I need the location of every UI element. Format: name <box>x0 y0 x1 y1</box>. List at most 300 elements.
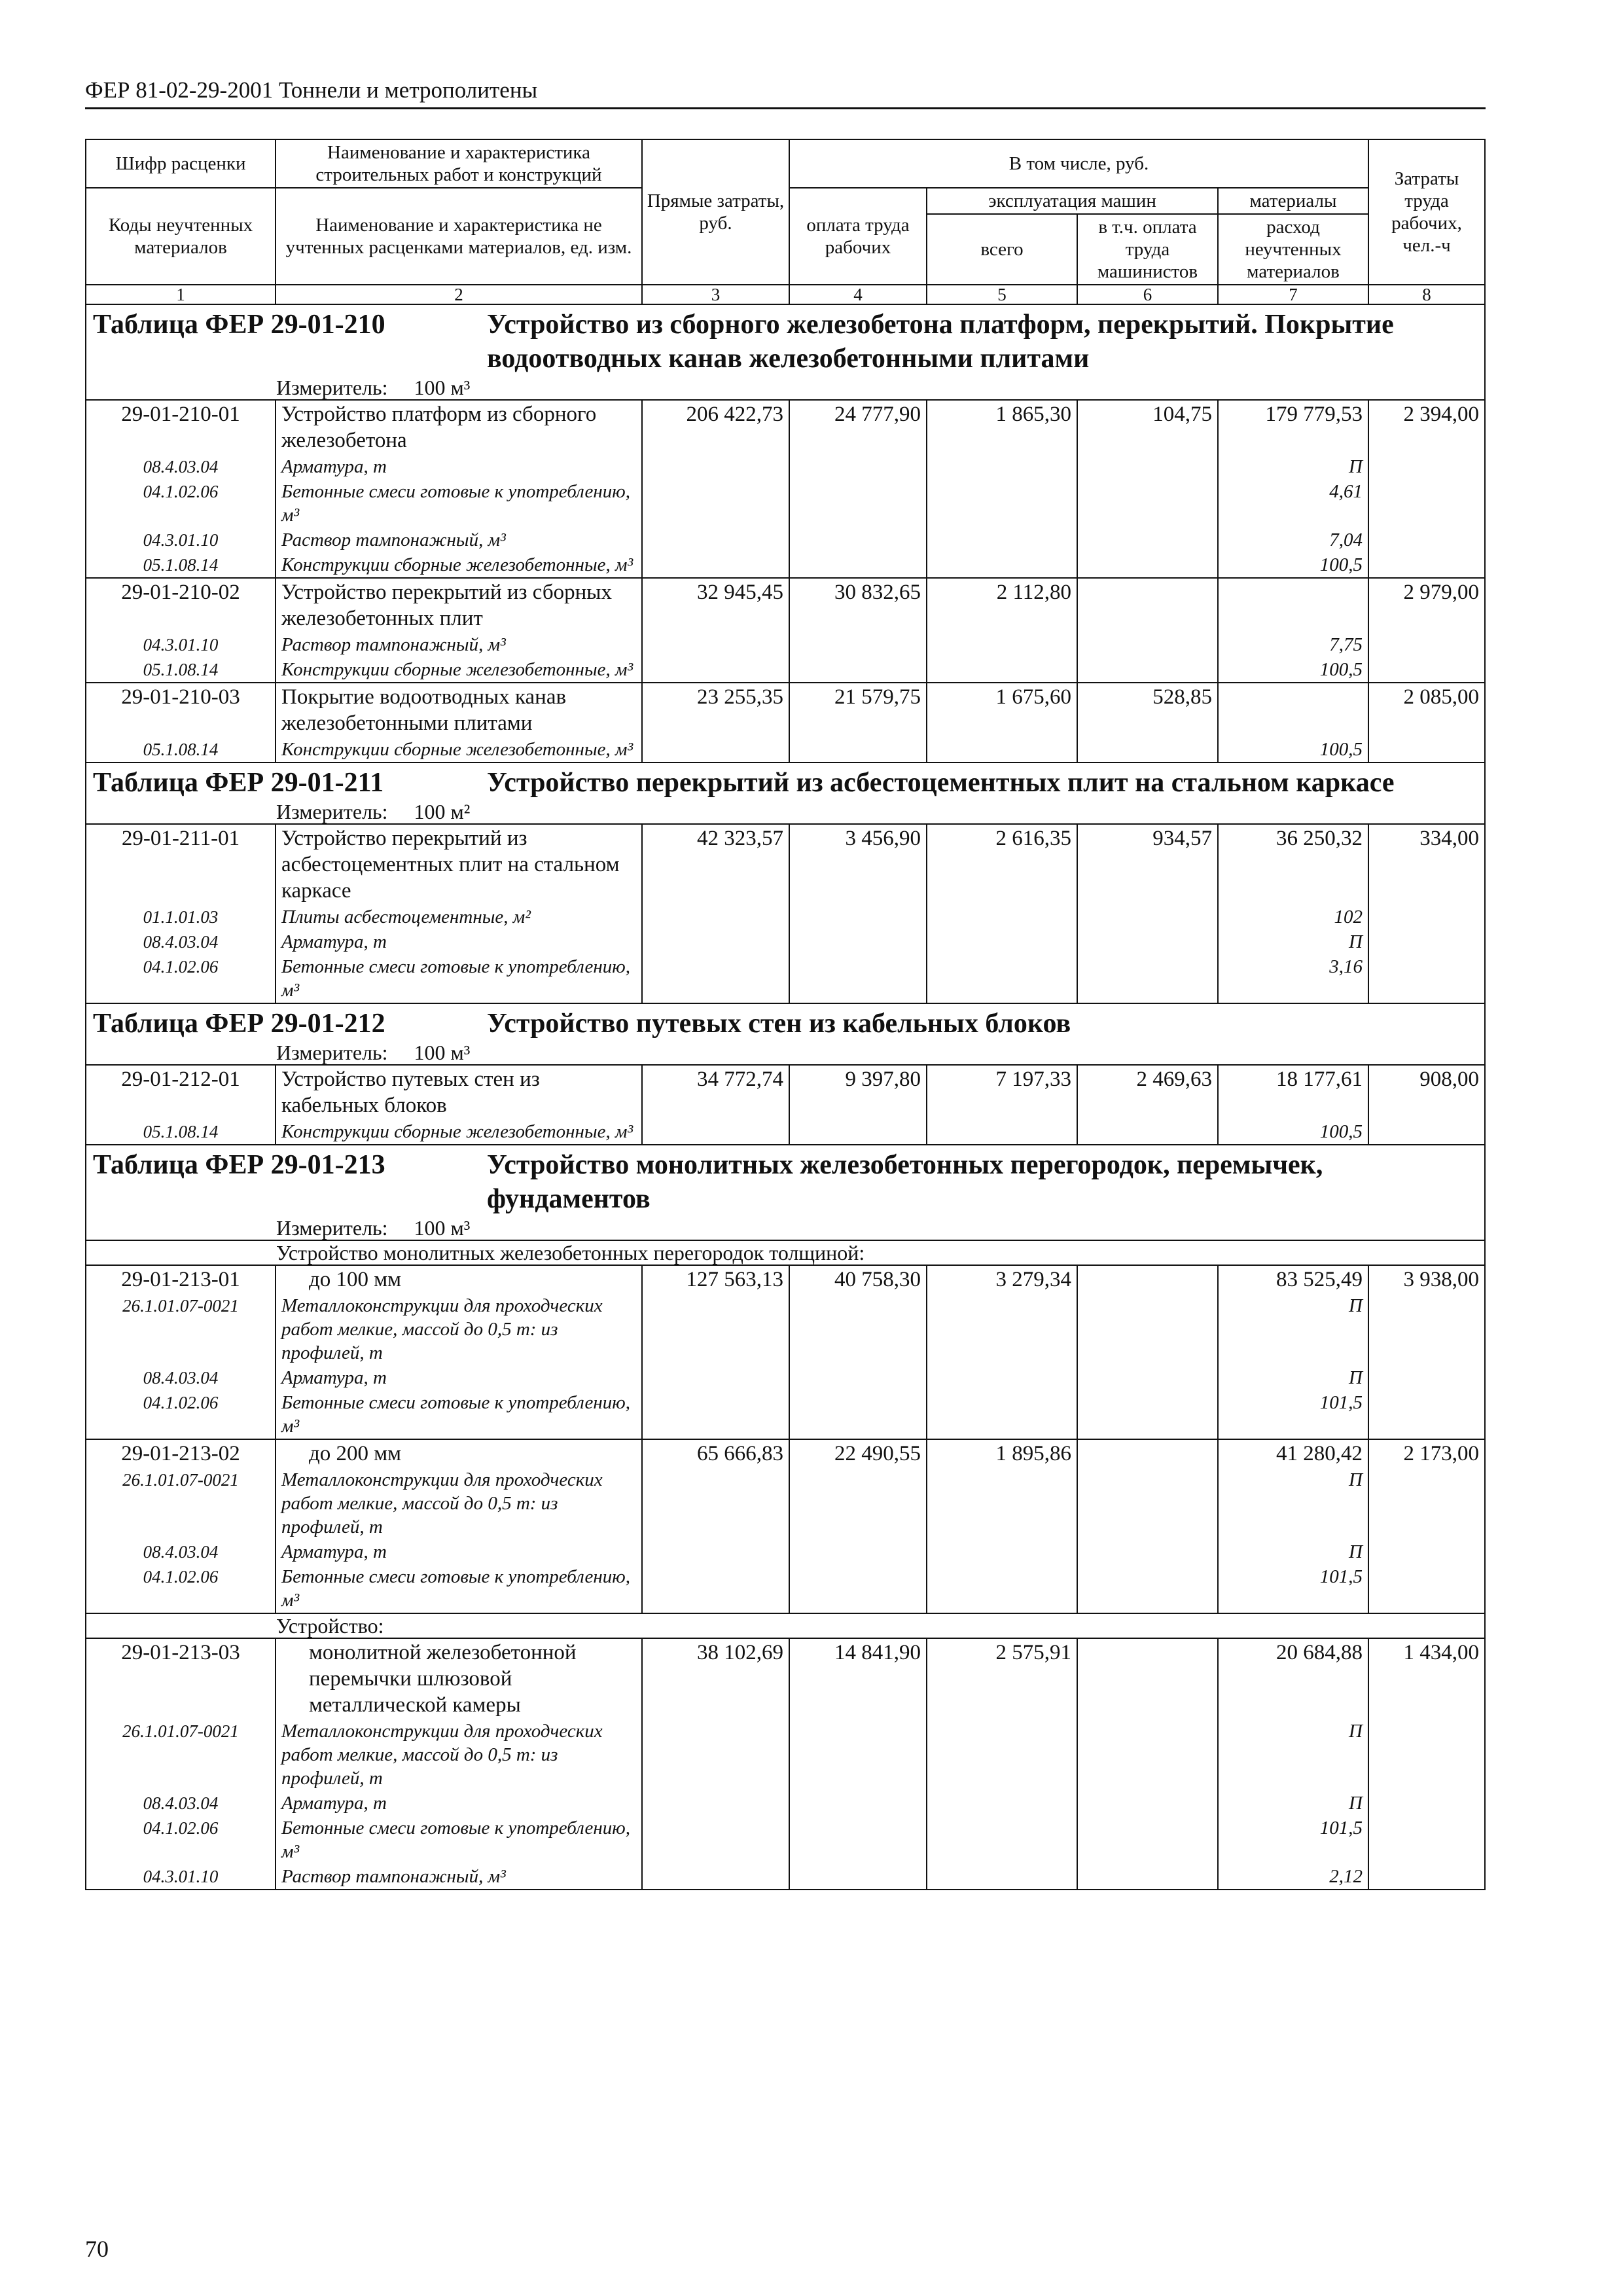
rate-code: 29-01-210-02 <box>86 578 276 632</box>
rate-row <box>86 1065 1485 1119</box>
empty-cell <box>927 1119 1077 1145</box>
rate-labor: 2 085,00 <box>1368 683 1485 737</box>
empty-cell <box>927 1539 1077 1564</box>
empty-cell <box>1368 1119 1485 1145</box>
empty-cell <box>927 1816 1077 1864</box>
empty-cell <box>642 1864 789 1890</box>
empty-cell <box>927 1390 1077 1439</box>
material-code: 05.1.08.14 <box>86 1119 276 1145</box>
meter-label: Измеритель: <box>276 1216 388 1240</box>
empty-cell <box>1368 1390 1485 1439</box>
empty-cell <box>642 479 789 528</box>
table-meter <box>86 1216 1485 1240</box>
rate-direct: 38 102,69 <box>642 1638 789 1719</box>
rate-machines-wages: 528,85 <box>1077 683 1218 737</box>
empty-cell <box>1368 552 1485 578</box>
empty-cell <box>1368 737 1485 762</box>
table-title-label: Таблица ФЕР 29-01-213 <box>93 1150 385 1180</box>
rate-materials: 83 525,49 <box>1218 1265 1368 1293</box>
material-row <box>86 479 1485 528</box>
rate-code: 29-01-212-01 <box>86 1065 276 1119</box>
empty-cell <box>789 1791 927 1816</box>
empty-cell <box>927 954 1077 1003</box>
empty-cell <box>927 929 1077 954</box>
empty-cell <box>927 1719 1077 1791</box>
col-materials-header: материалы <box>1218 188 1368 214</box>
material-row <box>86 632 1485 657</box>
material-code: 04.3.01.10 <box>86 1864 276 1890</box>
empty-cell <box>1368 1293 1485 1365</box>
material-code: 08.4.03.04 <box>86 1791 276 1816</box>
table-title-text: Устройство перекрытий из асбестоцементных плит на стальном каркасе <box>487 768 1395 798</box>
material-code: 05.1.08.14 <box>86 552 276 578</box>
rate-materials <box>1218 578 1368 632</box>
empty-cell <box>1077 1539 1218 1564</box>
material-row <box>86 1539 1485 1564</box>
empty-cell <box>1077 1467 1218 1539</box>
material-name: Конструкции сборные железобетонные, м³ <box>276 737 642 762</box>
material-code: 04.1.02.06 <box>86 954 276 1003</box>
material-qty: П <box>1218 1719 1368 1791</box>
empty-cell <box>789 1467 927 1539</box>
rate-direct: 127 563,13 <box>642 1265 789 1293</box>
empty-cell <box>927 737 1077 762</box>
empty-cell <box>1368 929 1485 954</box>
rate-name: монолитной железобетонной перемычки шлюзовой металлической камеры <box>276 1638 642 1719</box>
rate-wages: 3 456,90 <box>789 824 927 905</box>
empty-cell <box>1368 1864 1485 1890</box>
empty-cell <box>789 528 927 552</box>
empty-cell <box>789 905 927 929</box>
empty-cell <box>927 1365 1077 1390</box>
rate-labor: 2 394,00 <box>1368 400 1485 454</box>
col-number: 8 <box>1368 285 1485 304</box>
material-name: Конструкции сборные железобетонные, м³ <box>276 1119 642 1145</box>
empty-cell <box>642 929 789 954</box>
rate-direct: 206 422,73 <box>642 400 789 454</box>
col-number: 3 <box>642 285 789 304</box>
col-number: 5 <box>927 285 1077 304</box>
empty-cell <box>642 1119 789 1145</box>
meter-row <box>86 376 1485 400</box>
rate-machines-total: 1 895,86 <box>927 1439 1077 1467</box>
material-code: 01.1.01.03 <box>86 905 276 929</box>
empty-cell <box>642 1390 789 1439</box>
empty-cell <box>789 1816 927 1864</box>
empty-cell <box>927 1791 1077 1816</box>
rate-row <box>86 683 1485 737</box>
table-title <box>86 304 1485 376</box>
rate-machines-wages <box>1077 578 1218 632</box>
empty-cell <box>642 1564 789 1613</box>
rate-direct: 34 772,74 <box>642 1065 789 1119</box>
col-machines-total-header: всего <box>927 214 1077 285</box>
material-qty: 4,61 <box>1218 479 1368 528</box>
empty-cell <box>1077 528 1218 552</box>
rate-row <box>86 400 1485 454</box>
group-row <box>86 1240 1485 1265</box>
empty-cell <box>927 1864 1077 1890</box>
material-qty: П <box>1218 454 1368 479</box>
col-code-header: Шифр расценки <box>86 139 276 188</box>
empty-cell <box>1077 737 1218 762</box>
material-qty: 101,5 <box>1218 1390 1368 1439</box>
table-title-label: Таблица ФЕР 29-01-212 <box>93 1009 385 1039</box>
empty-cell <box>642 954 789 1003</box>
rate-code: 29-01-213-03 <box>86 1638 276 1719</box>
table-title-label: Таблица ФЕР 29-01-211 <box>93 768 384 798</box>
rate-name: Устройство платформ из сборного железобетона <box>276 400 642 454</box>
rate-labor: 1 434,00 <box>1368 1638 1485 1719</box>
meter-value: 100 м² <box>414 800 471 823</box>
material-qty: 100,5 <box>1218 657 1368 683</box>
empty-cell <box>1368 479 1485 528</box>
rate-machines-total: 2 616,35 <box>927 824 1077 905</box>
col-number: 6 <box>1077 285 1218 304</box>
material-name: Бетонные смеси готовые к употреблению, м³ <box>276 479 642 528</box>
table-title-text: Устройство путевых стен из кабельных блоков <box>487 1009 1071 1039</box>
rate-wages: 40 758,30 <box>789 1265 927 1293</box>
empty-cell <box>1077 1719 1218 1791</box>
rate-row <box>86 1265 1485 1293</box>
empty-cell <box>1368 1719 1485 1791</box>
material-name: Плиты асбестоцементные, м² <box>276 905 642 929</box>
empty-cell <box>789 737 927 762</box>
table-body <box>86 304 1485 1890</box>
rate-code: 29-01-210-03 <box>86 683 276 737</box>
table-header <box>86 139 1485 304</box>
group-row <box>86 1613 1485 1638</box>
material-code: 04.1.02.06 <box>86 1816 276 1864</box>
rate-labor: 3 938,00 <box>1368 1265 1485 1293</box>
material-code: 04.1.02.06 <box>86 1564 276 1613</box>
rate-machines-wages: 2 469,63 <box>1077 1065 1218 1119</box>
material-code: 08.4.03.04 <box>86 454 276 479</box>
meter-row <box>86 800 1485 824</box>
empty-cell <box>789 657 927 683</box>
empty-cell <box>642 632 789 657</box>
empty-cell <box>1368 632 1485 657</box>
page-header: ФЕР 81-02-29-2001 Тоннели и метрополитены <box>85 77 1486 109</box>
material-code: 26.1.01.07-0021 <box>86 1293 276 1365</box>
rate-wages: 21 579,75 <box>789 683 927 737</box>
material-row <box>86 528 1485 552</box>
empty-cell <box>927 1564 1077 1613</box>
material-code: 04.1.02.06 <box>86 1390 276 1439</box>
col-name-header: Наименование и характеристика строительных работ и конструкций <box>276 139 642 188</box>
empty-cell <box>789 479 927 528</box>
empty-cell <box>642 1365 789 1390</box>
group-caption: Устройство: <box>86 1613 1485 1638</box>
empty-cell <box>927 632 1077 657</box>
empty-cell <box>642 905 789 929</box>
empty-cell <box>642 1719 789 1791</box>
meter-value: 100 м³ <box>414 376 471 399</box>
empty-cell <box>789 552 927 578</box>
rate-code: 29-01-213-02 <box>86 1439 276 1467</box>
empty-cell <box>789 1864 927 1890</box>
empty-cell <box>1368 657 1485 683</box>
empty-cell <box>1077 1365 1218 1390</box>
empty-cell <box>1368 954 1485 1003</box>
material-name: Металлоконструкции для проходческих работ мелкие, массой до 0,5 т: из профилей, т <box>276 1293 642 1365</box>
table-title <box>86 762 1485 800</box>
empty-cell <box>1077 657 1218 683</box>
empty-cell <box>789 1564 927 1613</box>
material-name: Арматура, т <box>276 1791 642 1816</box>
table-meter <box>86 800 1485 824</box>
material-qty: 100,5 <box>1218 1119 1368 1145</box>
col-materials-use-header: расход неучтенных материалов <box>1218 214 1368 285</box>
rate-labor: 334,00 <box>1368 824 1485 905</box>
col-incl-header: В том числе, руб. <box>789 139 1368 188</box>
meter-label: Измеритель: <box>276 800 388 823</box>
empty-cell <box>1077 1791 1218 1816</box>
material-row <box>86 1864 1485 1890</box>
col-machines-wages-header: в т.ч. оплата труда машинистов <box>1077 214 1218 285</box>
material-code: 08.4.03.04 <box>86 929 276 954</box>
material-name: Металлоконструкции для проходческих работ мелкие, массой до 0,5 т: из профилей, т <box>276 1467 642 1539</box>
group-caption: Устройство монолитных железобетонных перегородок толщиной: <box>86 1240 1485 1265</box>
material-qty: П <box>1218 1365 1368 1390</box>
material-code: 08.4.03.04 <box>86 1365 276 1390</box>
material-qty: П <box>1218 1467 1368 1539</box>
rate-machines-total: 3 279,34 <box>927 1265 1077 1293</box>
material-name: Арматура, т <box>276 929 642 954</box>
material-row <box>86 1791 1485 1816</box>
empty-cell <box>1077 1864 1218 1890</box>
material-name: Бетонные смеси готовые к употреблению, м³ <box>276 1816 642 1864</box>
rate-direct: 65 666,83 <box>642 1439 789 1467</box>
table-title <box>86 1003 1485 1041</box>
rate-materials: 18 177,61 <box>1218 1065 1368 1119</box>
table-title-wrap <box>93 308 1478 376</box>
meter-label: Измеритель: <box>276 376 388 399</box>
material-qty: П <box>1218 1791 1368 1816</box>
rate-machines-wages: 934,57 <box>1077 824 1218 905</box>
col-number: 1 <box>86 285 276 304</box>
material-name: Раствор тампонажный, м³ <box>276 528 642 552</box>
material-row <box>86 1719 1485 1791</box>
table-title <box>86 1145 1485 1216</box>
meter-row <box>86 1216 1485 1240</box>
empty-cell <box>1077 905 1218 929</box>
material-code: 08.4.03.04 <box>86 1539 276 1564</box>
rate-labor: 2 979,00 <box>1368 578 1485 632</box>
meter-label: Измеритель: <box>276 1041 388 1064</box>
material-code: 05.1.08.14 <box>86 657 276 683</box>
rate-machines-wages: 104,75 <box>1077 400 1218 454</box>
empty-cell <box>1077 454 1218 479</box>
rate-machines-wages <box>1077 1439 1218 1467</box>
material-row <box>86 1467 1485 1539</box>
empty-cell <box>1077 1816 1218 1864</box>
empty-cell <box>1077 1564 1218 1613</box>
rate-machines-total: 2 112,80 <box>927 578 1077 632</box>
material-qty: П <box>1218 1539 1368 1564</box>
rate-wages: 9 397,80 <box>789 1065 927 1119</box>
rate-wages: 30 832,65 <box>789 578 927 632</box>
rate-labor: 2 173,00 <box>1368 1439 1485 1467</box>
empty-cell <box>1368 1365 1485 1390</box>
rate-row <box>86 1439 1485 1467</box>
rate-machines-total: 1 675,60 <box>927 683 1077 737</box>
rate-row <box>86 1638 1485 1719</box>
table-title-wrap <box>93 766 1478 800</box>
table-title-label: Таблица ФЕР 29-01-210 <box>93 310 385 340</box>
empty-cell <box>789 1293 927 1365</box>
empty-cell <box>789 454 927 479</box>
material-row <box>86 454 1485 479</box>
rate-wages: 14 841,90 <box>789 1638 927 1719</box>
rate-name: до 200 мм <box>276 1439 642 1467</box>
empty-cell <box>642 1791 789 1816</box>
material-qty: 100,5 <box>1218 737 1368 762</box>
table-title-text: Устройство из сборного железобетона платформ, перекрытий. Покрытие водоотводных канав железобетонными плитами <box>487 310 1394 374</box>
rate-direct: 42 323,57 <box>642 824 789 905</box>
rate-row <box>86 824 1485 905</box>
material-row <box>86 657 1485 683</box>
empty-cell <box>642 737 789 762</box>
empty-cell <box>789 1719 927 1791</box>
empty-cell <box>1077 1293 1218 1365</box>
empty-cell <box>789 1119 927 1145</box>
empty-cell <box>1077 929 1218 954</box>
col-matname-header: Наименование и характеристика не учтенных расценками материалов, ед. изм. <box>276 188 642 285</box>
empty-cell <box>642 1293 789 1365</box>
material-qty: 2,12 <box>1218 1864 1368 1890</box>
col-machines-header: эксплуатация машин <box>927 188 1218 214</box>
material-row <box>86 1564 1485 1613</box>
rates-table <box>85 139 1486 1890</box>
material-name: Конструкции сборные железобетонные, м³ <box>276 552 642 578</box>
rate-labor: 908,00 <box>1368 1065 1485 1119</box>
material-row <box>86 1365 1485 1390</box>
empty-cell <box>642 454 789 479</box>
material-code: 04.3.01.10 <box>86 528 276 552</box>
empty-cell <box>642 1816 789 1864</box>
rate-wages: 24 777,90 <box>789 400 927 454</box>
material-name: Металлоконструкции для проходческих работ мелкие, массой до 0,5 т: из профилей, т <box>276 1719 642 1791</box>
empty-cell <box>789 632 927 657</box>
material-row <box>86 737 1485 762</box>
empty-cell <box>927 905 1077 929</box>
col-number: 4 <box>789 285 927 304</box>
table-title-row <box>86 1003 1485 1041</box>
table-title-row <box>86 762 1485 800</box>
empty-cell <box>1368 905 1485 929</box>
material-row <box>86 954 1485 1003</box>
empty-cell <box>1368 528 1485 552</box>
empty-cell <box>1077 479 1218 528</box>
rate-machines-total: 1 865,30 <box>927 400 1077 454</box>
rate-materials <box>1218 683 1368 737</box>
rate-machines-total: 7 197,33 <box>927 1065 1077 1119</box>
table-title-wrap <box>93 1148 1478 1216</box>
empty-cell <box>1368 1564 1485 1613</box>
material-name: Конструкции сборные железобетонные, м³ <box>276 657 642 683</box>
rate-direct: 23 255,35 <box>642 683 789 737</box>
empty-cell <box>1077 1390 1218 1439</box>
material-qty: П <box>1218 929 1368 954</box>
material-name: Раствор тампонажный, м³ <box>276 1864 642 1890</box>
empty-cell <box>1368 1816 1485 1864</box>
empty-cell <box>1368 454 1485 479</box>
empty-cell <box>1077 632 1218 657</box>
material-qty: 101,5 <box>1218 1816 1368 1864</box>
empty-cell <box>642 1467 789 1539</box>
empty-cell <box>1368 1467 1485 1539</box>
col-number: 7 <box>1218 285 1368 304</box>
empty-cell <box>789 1390 927 1439</box>
material-qty: 3,16 <box>1218 954 1368 1003</box>
rate-materials: 36 250,32 <box>1218 824 1368 905</box>
material-row <box>86 1390 1485 1439</box>
empty-cell <box>789 1539 927 1564</box>
material-qty: П <box>1218 1293 1368 1365</box>
rate-row <box>86 578 1485 632</box>
empty-cell <box>1077 1119 1218 1145</box>
empty-cell <box>642 528 789 552</box>
empty-cell <box>789 929 927 954</box>
material-qty: 7,75 <box>1218 632 1368 657</box>
material-row <box>86 1119 1485 1145</box>
rate-code: 29-01-213-01 <box>86 1265 276 1293</box>
material-row <box>86 1293 1485 1365</box>
empty-cell <box>927 1467 1077 1539</box>
empty-cell <box>927 454 1077 479</box>
col-labor-header: Затраты труда рабочих, чел.-ч <box>1368 139 1485 285</box>
rate-direct: 32 945,45 <box>642 578 789 632</box>
rate-code: 29-01-211-01 <box>86 824 276 905</box>
rate-materials: 20 684,88 <box>1218 1638 1368 1719</box>
empty-cell <box>927 657 1077 683</box>
material-name: Арматура, т <box>276 1539 642 1564</box>
empty-cell <box>789 954 927 1003</box>
empty-cell <box>1368 1791 1485 1816</box>
empty-cell <box>642 552 789 578</box>
material-name: Арматура, т <box>276 1365 642 1390</box>
empty-cell <box>1077 552 1218 578</box>
empty-cell <box>927 528 1077 552</box>
table-meter <box>86 1041 1485 1065</box>
table-title-wrap <box>93 1007 1478 1041</box>
page-number: 70 <box>85 2236 109 2262</box>
empty-cell <box>927 552 1077 578</box>
empty-cell <box>789 1365 927 1390</box>
material-name: Бетонные смеси готовые к употреблению, м³ <box>276 1390 642 1439</box>
material-code: 26.1.01.07-0021 <box>86 1719 276 1791</box>
table-title-row <box>86 1145 1485 1216</box>
empty-cell <box>642 657 789 683</box>
material-name: Бетонные смеси готовые к употреблению, м³ <box>276 954 642 1003</box>
col-number: 2 <box>276 285 642 304</box>
material-name: Арматура, т <box>276 454 642 479</box>
rate-name: Устройство путевых стен из кабельных блоков <box>276 1065 642 1119</box>
col-wages-header: оплата труда рабочих <box>789 188 927 285</box>
material-row <box>86 1816 1485 1864</box>
table-meter <box>86 376 1485 400</box>
material-row <box>86 929 1485 954</box>
rate-name: Покрытие водоотводных канав железобетонными плитами <box>276 683 642 737</box>
rate-name: Устройство перекрытий из асбестоцементных плит на стальном каркасе <box>276 824 642 905</box>
rate-materials: 41 280,42 <box>1218 1439 1368 1467</box>
empty-cell <box>927 1293 1077 1365</box>
rate-name: Устройство перекрытий из сборных железобетонных плит <box>276 578 642 632</box>
rate-machines-total: 2 575,91 <box>927 1638 1077 1719</box>
material-code: 05.1.08.14 <box>86 737 276 762</box>
material-name: Раствор тампонажный, м³ <box>276 632 642 657</box>
